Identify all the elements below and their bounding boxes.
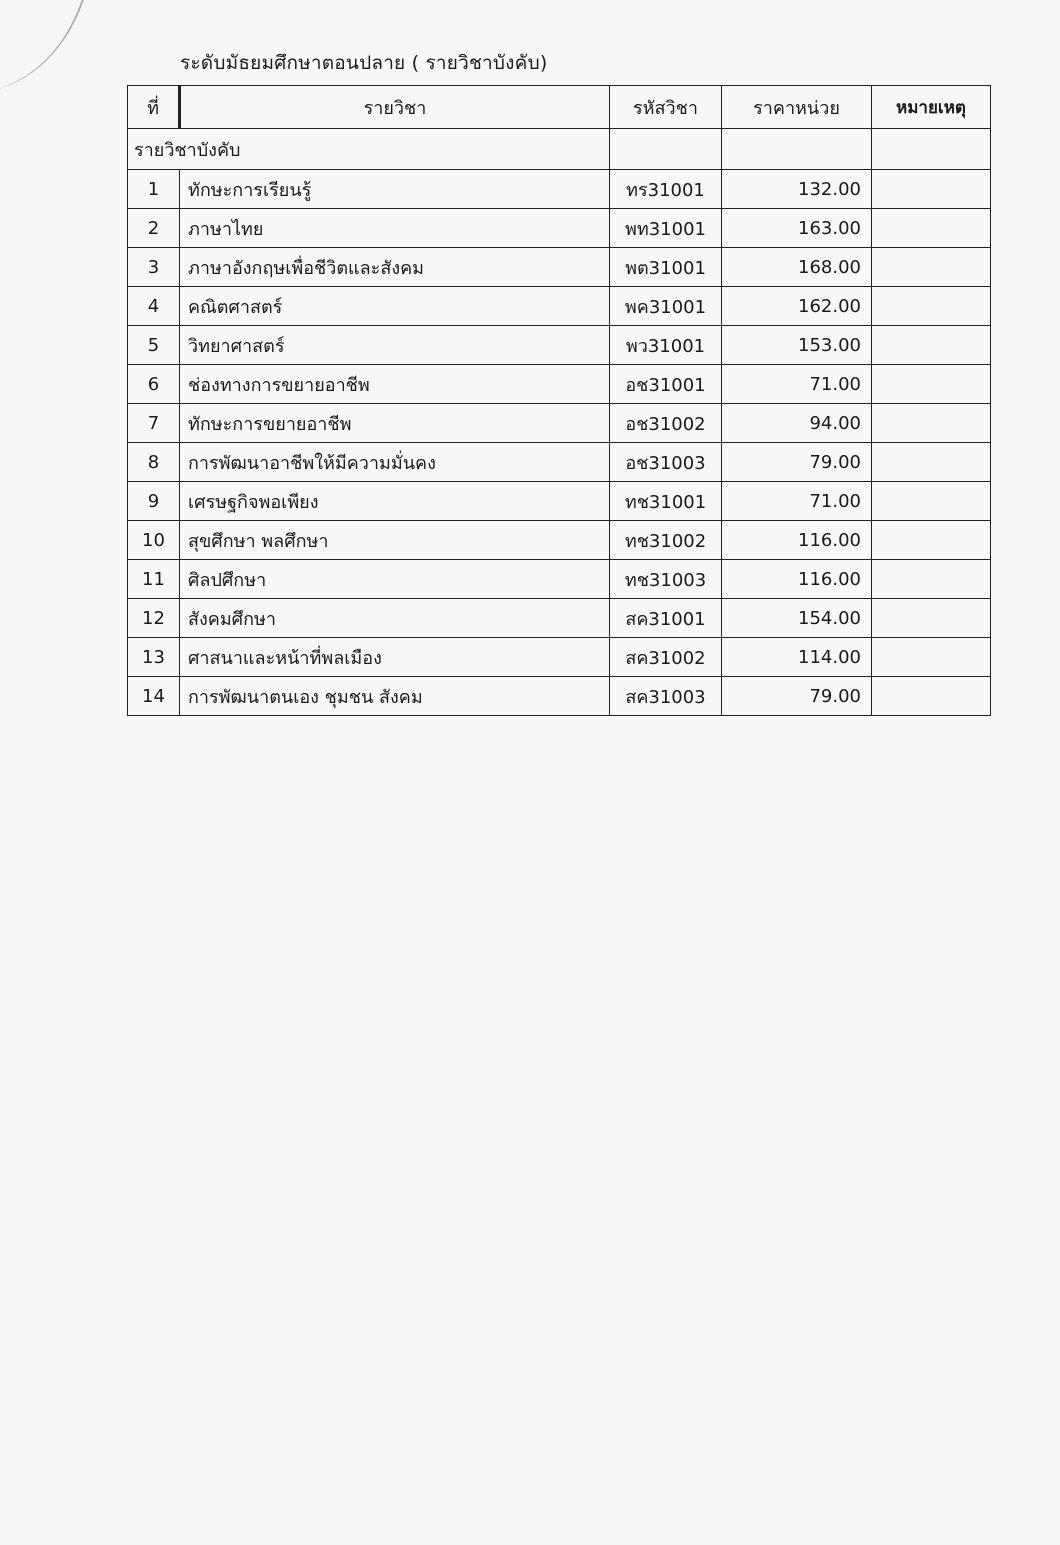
table-row <box>128 443 991 482</box>
header-subject: รายวิชา <box>180 86 610 129</box>
table-row <box>128 521 991 560</box>
table-row <box>128 560 991 599</box>
cell-no: 3 <box>128 248 180 287</box>
cell-subject: สังคมศึกษา <box>180 599 610 638</box>
cell-price: 116.00 <box>722 521 872 560</box>
cell-price: 153.00 <box>722 326 872 365</box>
cell-subject: เศรษฐกิจพอเพียง <box>180 482 610 521</box>
cell-note <box>872 326 991 365</box>
cell-code: พว31001 <box>610 326 722 365</box>
cell-price: 168.00 <box>722 248 872 287</box>
table-row <box>128 209 991 248</box>
cell-subject: ช่องทางการขยายอาชีพ <box>180 365 610 404</box>
section-code-cell <box>610 129 722 170</box>
table-row <box>128 287 991 326</box>
cell-price: 79.00 <box>722 677 872 716</box>
cell-code: พต31001 <box>610 248 722 287</box>
cell-note <box>872 443 991 482</box>
cell-note <box>872 677 991 716</box>
header-no: ที่ <box>128 86 180 129</box>
cell-note <box>872 521 991 560</box>
cell-subject: สุขศึกษา พลศึกษา <box>180 521 610 560</box>
cell-no: 13 <box>128 638 180 677</box>
cell-code: พค31001 <box>610 287 722 326</box>
cell-code: ทช31003 <box>610 560 722 599</box>
cell-no: 7 <box>128 404 180 443</box>
cell-note <box>872 365 991 404</box>
section-note-cell <box>872 129 991 170</box>
cell-note <box>872 599 991 638</box>
table-row <box>128 638 991 677</box>
cell-no: 9 <box>128 482 180 521</box>
cell-price: 162.00 <box>722 287 872 326</box>
cell-price: 154.00 <box>722 599 872 638</box>
cell-no: 1 <box>128 170 180 209</box>
cell-subject: การพัฒนาตนเอง ชุมชน สังคม <box>180 677 610 716</box>
header-price: ราคาหน่วย <box>722 86 872 129</box>
cell-price: 132.00 <box>722 170 872 209</box>
table-row <box>128 677 991 716</box>
table-body <box>128 129 991 716</box>
header-note: หมายเหตุ <box>872 86 991 129</box>
table-row <box>128 326 991 365</box>
table-row <box>128 365 991 404</box>
cell-price: 94.00 <box>722 404 872 443</box>
cell-subject: ทักษะการขยายอาชีพ <box>180 404 610 443</box>
cell-no: 5 <box>128 326 180 365</box>
cell-no: 2 <box>128 209 180 248</box>
cell-code: พท31001 <box>610 209 722 248</box>
cell-subject: การพัฒนาอาชีพให้มีความมั่นคง <box>180 443 610 482</box>
page-corner-fold <box>0 0 91 107</box>
cell-note <box>872 638 991 677</box>
cell-no: 12 <box>128 599 180 638</box>
cell-no: 4 <box>128 287 180 326</box>
cell-price: 116.00 <box>722 560 872 599</box>
cell-subject: ศาสนาและหน้าที่พลเมือง <box>180 638 610 677</box>
cell-note <box>872 248 991 287</box>
cell-code: ทร31001 <box>610 170 722 209</box>
cell-subject: วิทยาศาสตร์ <box>180 326 610 365</box>
table-header-row <box>128 86 991 129</box>
cell-code: อช31001 <box>610 365 722 404</box>
cell-code: สค31001 <box>610 599 722 638</box>
cell-note <box>872 170 991 209</box>
table-row <box>128 170 991 209</box>
cell-subject: ศิลปศึกษา <box>180 560 610 599</box>
table-row <box>128 404 991 443</box>
cell-code: อช31002 <box>610 404 722 443</box>
cell-subject: ทักษะการเรียนรู้ <box>180 170 610 209</box>
section-row <box>128 129 991 170</box>
cell-code: อช31003 <box>610 443 722 482</box>
cell-subject: ภาษาอังกฤษเพื่อชีวิตและสังคม <box>180 248 610 287</box>
cell-note <box>872 560 991 599</box>
cell-price: 79.00 <box>722 443 872 482</box>
cell-code: ทช31001 <box>610 482 722 521</box>
cell-no: 11 <box>128 560 180 599</box>
cell-note <box>872 482 991 521</box>
cell-price: 71.00 <box>722 482 872 521</box>
cell-price: 114.00 <box>722 638 872 677</box>
cell-subject: คณิตศาสตร์ <box>180 287 610 326</box>
table-row <box>128 482 991 521</box>
cell-price: 71.00 <box>722 365 872 404</box>
cell-code: สค31002 <box>610 638 722 677</box>
cell-no: 10 <box>128 521 180 560</box>
document-title: ระดับมัธยมศึกษาตอนปลาย ( รายวิชาบังคับ) <box>180 52 548 74</box>
header-code: รหัสวิชา <box>610 86 722 129</box>
subject-price-table <box>127 85 991 716</box>
section-price-cell <box>722 129 872 170</box>
cell-subject: ภาษาไทย <box>180 209 610 248</box>
cell-price: 163.00 <box>722 209 872 248</box>
cell-no: 8 <box>128 443 180 482</box>
cell-note <box>872 404 991 443</box>
cell-no: 6 <box>128 365 180 404</box>
cell-no: 14 <box>128 677 180 716</box>
table-row <box>128 248 991 287</box>
cell-code: ทช31002 <box>610 521 722 560</box>
cell-note <box>872 209 991 248</box>
section-label: รายวิชาบังคับ <box>128 129 610 170</box>
cell-code: สค31003 <box>610 677 722 716</box>
table-row <box>128 599 991 638</box>
cell-note <box>872 287 991 326</box>
